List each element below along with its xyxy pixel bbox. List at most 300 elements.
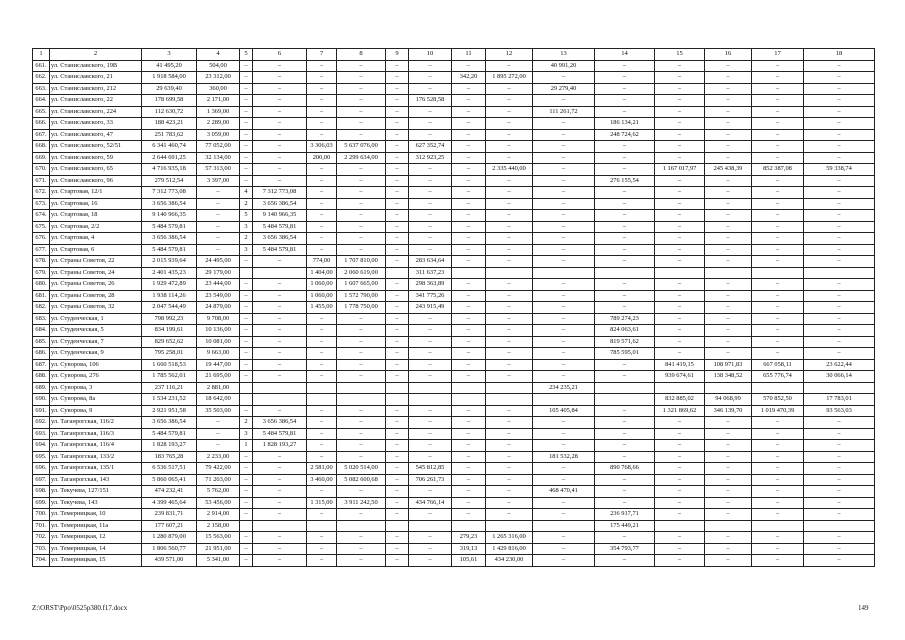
value-cell: 1 060,00 — [307, 290, 337, 302]
value-cell: – — [452, 440, 486, 452]
value-cell: – — [386, 95, 409, 107]
value-cell: – — [705, 210, 752, 222]
value-cell: 6 536 517,51 — [142, 463, 197, 475]
value-cell — [595, 267, 655, 279]
value-cell: – — [253, 72, 307, 84]
value-cell: 5 082 600,68 — [337, 474, 386, 486]
value-cell — [595, 382, 655, 394]
value-cell: 3 656 386,54 — [253, 417, 307, 429]
value-cell: – — [337, 221, 386, 233]
value-cell: – — [240, 72, 253, 84]
row-number-cell: 692. — [33, 417, 50, 429]
address-cell: ул. Стартовая, 2/2 — [50, 221, 142, 233]
value-cell: – — [486, 83, 533, 95]
value-cell: – — [705, 72, 752, 84]
value-cell: – — [337, 509, 386, 521]
value-cell: 354 793,77 — [595, 543, 655, 555]
value-cell: 1 938 114,26 — [142, 290, 197, 302]
value-cell: – — [595, 152, 655, 164]
value-cell — [486, 267, 533, 279]
value-cell: 1 321 869,62 — [655, 405, 705, 417]
value-cell: 890 768,66 — [595, 463, 655, 475]
value-cell: – — [752, 95, 804, 107]
value-cell: – — [197, 187, 240, 199]
address-cell: ул. Станиславского, 33 — [50, 118, 142, 130]
value-cell: – — [804, 256, 875, 268]
value-cell: – — [253, 313, 307, 325]
value-cell: – — [337, 428, 386, 440]
value-cell: – — [253, 302, 307, 314]
value-cell: – — [409, 555, 452, 567]
value-cell — [595, 394, 655, 406]
column-header: 6 — [253, 49, 307, 61]
value-cell: – — [486, 129, 533, 141]
address-cell: ул. Суворова, 3 — [50, 382, 142, 394]
value-cell: – — [486, 440, 533, 452]
value-cell: – — [533, 221, 595, 233]
value-cell: – — [655, 428, 705, 440]
value-cell: – — [337, 60, 386, 72]
value-cell: 852 387,08 — [752, 164, 804, 176]
value-cell: – — [705, 106, 752, 118]
table-row — [33, 267, 875, 279]
value-cell: – — [307, 371, 337, 383]
value-cell: – — [307, 118, 337, 130]
value-cell: – — [386, 210, 409, 222]
table-row — [33, 83, 875, 95]
value-cell: – — [804, 497, 875, 509]
value-cell: 5 860 065,41 — [142, 474, 197, 486]
value-cell: – — [655, 532, 705, 544]
value-cell: – — [752, 187, 804, 199]
value-cell: 1 404,00 — [307, 267, 337, 279]
table-row — [33, 394, 875, 406]
value-cell: – — [240, 279, 253, 291]
value-cell: – — [595, 451, 655, 463]
value-cell: – — [337, 371, 386, 383]
value-cell: – — [705, 187, 752, 199]
value-cell: – — [452, 509, 486, 521]
value-cell: – — [307, 486, 337, 498]
value-cell — [253, 520, 307, 532]
value-cell: – — [655, 463, 705, 475]
row-number-cell: 662. — [33, 72, 50, 84]
value-cell: – — [705, 451, 752, 463]
value-cell: – — [595, 72, 655, 84]
value-cell: – — [386, 325, 409, 337]
value-cell: 2 914,00 — [197, 509, 240, 521]
value-cell: – — [386, 532, 409, 544]
value-cell: – — [752, 290, 804, 302]
value-cell: – — [804, 463, 875, 475]
value-cell: 112 630,72 — [142, 106, 197, 118]
value-cell: – — [655, 256, 705, 268]
value-cell: – — [386, 256, 409, 268]
value-cell: 789 274,23 — [595, 313, 655, 325]
value-cell: – — [533, 129, 595, 141]
value-cell: 239 831,71 — [142, 509, 197, 521]
value-cell — [486, 520, 533, 532]
value-cell: – — [804, 60, 875, 72]
value-cell: – — [705, 175, 752, 187]
value-cell: – — [386, 451, 409, 463]
value-cell: 1 929 472,89 — [142, 279, 197, 291]
value-cell: 94 068,99 — [705, 394, 752, 406]
value-cell: – — [409, 371, 452, 383]
row-number-cell: 682. — [33, 302, 50, 314]
row-number-cell: 697. — [33, 474, 50, 486]
value-cell: – — [307, 187, 337, 199]
value-cell: 1 828 193,27 — [253, 440, 307, 452]
row-number-cell: 678. — [33, 256, 50, 268]
address-cell: ул. Станиславского, 22 — [50, 95, 142, 107]
value-cell: 2 581,00 — [307, 463, 337, 475]
value-cell: – — [486, 348, 533, 360]
value-cell: – — [452, 129, 486, 141]
value-cell: 15 563,00 — [197, 532, 240, 544]
value-cell: – — [452, 95, 486, 107]
value-cell: – — [409, 198, 452, 210]
value-cell: 298 363,89 — [409, 279, 452, 291]
value-cell: – — [253, 256, 307, 268]
value-cell: – — [409, 451, 452, 463]
address-cell: ул. Станиславского, 52/51 — [50, 141, 142, 153]
table-row — [33, 336, 875, 348]
value-cell: – — [307, 210, 337, 222]
value-cell: – — [240, 129, 253, 141]
value-cell: – — [386, 60, 409, 72]
table-row — [33, 325, 875, 337]
value-cell: – — [595, 164, 655, 176]
value-cell: 29 639,40 — [142, 83, 197, 95]
value-cell: – — [452, 164, 486, 176]
value-cell: – — [240, 141, 253, 153]
value-cell: – — [752, 336, 804, 348]
value-cell: 234 235,21 — [533, 382, 595, 394]
column-header: 2 — [50, 49, 142, 61]
value-cell: 236 917,71 — [595, 509, 655, 521]
value-cell: – — [533, 141, 595, 153]
value-cell: – — [804, 532, 875, 544]
column-header: 3 — [142, 49, 197, 61]
address-cell: ул. Студенческая, 5 — [50, 325, 142, 337]
row-number-cell: 681. — [33, 290, 50, 302]
value-cell: – — [253, 141, 307, 153]
value-cell: – — [386, 348, 409, 360]
value-cell: – — [253, 463, 307, 475]
value-cell — [409, 382, 452, 394]
value-cell: – — [307, 60, 337, 72]
value-cell: – — [409, 486, 452, 498]
address-cell: ул. Станиславского, 96 — [50, 175, 142, 187]
value-cell: – — [804, 187, 875, 199]
value-cell: 1 019 470,39 — [752, 405, 804, 417]
address-cell: ул. Стартовая, 6 — [50, 244, 142, 256]
value-cell: 341 775,26 — [409, 290, 452, 302]
value-cell: 21 951,00 — [197, 543, 240, 555]
address-cell: ул. Страны Советов, 24 — [50, 267, 142, 279]
value-cell: 19 447,00 — [197, 359, 240, 371]
value-cell: – — [533, 497, 595, 509]
value-cell: – — [804, 555, 875, 567]
value-cell — [486, 394, 533, 406]
value-cell: 346 139,70 — [705, 405, 752, 417]
value-cell: – — [452, 325, 486, 337]
value-cell: 53 456,00 — [197, 497, 240, 509]
table-row — [33, 509, 875, 521]
value-cell: – — [253, 152, 307, 164]
value-cell: – — [533, 244, 595, 256]
value-cell: – — [486, 279, 533, 291]
column-header: 10 — [409, 49, 452, 61]
value-cell: – — [253, 509, 307, 521]
value-cell: – — [486, 302, 533, 314]
value-cell: – — [804, 440, 875, 452]
column-header: 13 — [533, 49, 595, 61]
value-cell: – — [386, 221, 409, 233]
value-cell: – — [804, 221, 875, 233]
value-cell: – — [595, 290, 655, 302]
value-cell: 3 397,00 — [197, 175, 240, 187]
value-cell: – — [452, 106, 486, 118]
value-cell: – — [655, 244, 705, 256]
address-cell: ул. Таганрогская, 116/3 — [50, 428, 142, 440]
value-cell: 3 656 386,54 — [253, 198, 307, 210]
value-cell: – — [705, 118, 752, 130]
value-cell: – — [240, 543, 253, 555]
value-cell: – — [486, 371, 533, 383]
value-cell: – — [253, 83, 307, 95]
value-cell: – — [705, 233, 752, 245]
value-cell: – — [386, 497, 409, 509]
row-number-cell: 664. — [33, 95, 50, 107]
value-cell: – — [240, 371, 253, 383]
value-cell: 834 199,61 — [142, 325, 197, 337]
table-row — [33, 152, 875, 164]
value-cell: – — [486, 106, 533, 118]
value-cell: 1 607 665,00 — [337, 279, 386, 291]
value-cell: 178 699,58 — [142, 95, 197, 107]
value-cell: – — [386, 129, 409, 141]
value-cell: 9 708,00 — [197, 313, 240, 325]
value-cell: – — [307, 175, 337, 187]
table-row — [33, 440, 875, 452]
value-cell — [533, 267, 595, 279]
value-cell: – — [752, 325, 804, 337]
value-cell: – — [752, 474, 804, 486]
value-cell: 1 315,00 — [307, 497, 337, 509]
row-number-cell: 704. — [33, 555, 50, 567]
column-header: 12 — [486, 49, 533, 61]
value-cell: – — [655, 290, 705, 302]
value-cell: 5 341,00 — [197, 555, 240, 567]
value-cell: 248 724,62 — [595, 129, 655, 141]
value-cell: – — [595, 532, 655, 544]
value-cell: – — [307, 106, 337, 118]
value-cell: – — [655, 83, 705, 95]
value-cell: – — [533, 290, 595, 302]
value-cell: – — [655, 313, 705, 325]
value-cell: – — [307, 221, 337, 233]
value-cell: – — [752, 486, 804, 498]
table-row — [33, 106, 875, 118]
value-cell: – — [533, 543, 595, 555]
value-cell: 243 915,49 — [409, 302, 452, 314]
value-cell: – — [752, 463, 804, 475]
value-cell: – — [533, 210, 595, 222]
value-cell: – — [386, 290, 409, 302]
value-cell: – — [386, 279, 409, 291]
data-table — [32, 48, 875, 567]
value-cell: 2 — [240, 417, 253, 429]
value-cell: – — [409, 164, 452, 176]
value-cell: 23 622,44 — [804, 359, 875, 371]
value-cell — [655, 382, 705, 394]
value-cell: 279,23 — [452, 532, 486, 544]
row-number-cell: 669. — [33, 152, 50, 164]
value-cell: – — [386, 72, 409, 84]
footer-file-path: Z:\ORST\Ppo\0525p380.f17.docx — [32, 604, 128, 612]
value-cell: – — [752, 256, 804, 268]
value-cell: – — [705, 543, 752, 555]
value-cell: 23 312,00 — [197, 72, 240, 84]
value-cell: – — [253, 474, 307, 486]
value-cell: – — [486, 509, 533, 521]
value-cell: 1 572 790,00 — [337, 290, 386, 302]
value-cell: – — [655, 348, 705, 360]
value-cell: – — [240, 95, 253, 107]
value-cell: – — [655, 440, 705, 452]
value-cell — [655, 520, 705, 532]
value-cell: 2 015 939,64 — [142, 256, 197, 268]
value-cell: – — [409, 118, 452, 130]
value-cell: – — [705, 141, 752, 153]
value-cell: – — [386, 313, 409, 325]
value-cell: – — [595, 474, 655, 486]
value-cell: – — [752, 440, 804, 452]
value-cell: – — [337, 72, 386, 84]
value-cell: – — [533, 371, 595, 383]
value-cell: – — [705, 95, 752, 107]
value-cell: 6 341 460,74 — [142, 141, 197, 153]
value-cell: – — [253, 60, 307, 72]
value-cell: – — [452, 175, 486, 187]
value-cell: – — [240, 175, 253, 187]
value-cell: – — [337, 325, 386, 337]
value-cell: 1 660 518,53 — [142, 359, 197, 371]
table-row — [33, 543, 875, 555]
value-cell: – — [705, 244, 752, 256]
table-row — [33, 348, 875, 360]
value-cell: 3 059,00 — [197, 129, 240, 141]
value-cell: 276 155,54 — [595, 175, 655, 187]
value-cell: 24 495,00 — [197, 256, 240, 268]
value-cell: – — [595, 497, 655, 509]
value-cell: – — [752, 221, 804, 233]
address-cell: ул. Страны Советов, 26 — [50, 279, 142, 291]
value-cell: – — [705, 428, 752, 440]
value-cell: – — [804, 152, 875, 164]
value-cell: 5 484 579,81 — [253, 221, 307, 233]
value-cell: 1 895 272,00 — [486, 72, 533, 84]
value-cell: – — [804, 106, 875, 118]
value-cell: – — [595, 210, 655, 222]
value-cell: – — [197, 440, 240, 452]
value-cell — [240, 394, 253, 406]
value-cell: 79 422,00 — [197, 463, 240, 475]
value-cell: – — [804, 95, 875, 107]
value-cell: 186 134,21 — [595, 118, 655, 130]
value-cell: 819 571,62 — [595, 336, 655, 348]
value-cell: 21 695,00 — [197, 371, 240, 383]
value-cell: – — [804, 325, 875, 337]
value-cell — [452, 520, 486, 532]
value-cell: – — [486, 233, 533, 245]
value-cell: 667 058,11 — [752, 359, 804, 371]
row-number-cell: 691. — [33, 405, 50, 417]
value-cell: – — [337, 417, 386, 429]
value-cell: – — [533, 428, 595, 440]
value-cell: – — [452, 428, 486, 440]
value-cell: – — [752, 72, 804, 84]
value-cell — [752, 520, 804, 532]
value-cell: – — [595, 141, 655, 153]
value-cell: – — [452, 302, 486, 314]
value-cell: 2 171,00 — [197, 95, 240, 107]
table-row — [33, 371, 875, 383]
value-cell: – — [337, 175, 386, 187]
value-cell: – — [595, 60, 655, 72]
table-row — [33, 302, 875, 314]
row-number-cell: 663. — [33, 83, 50, 95]
value-cell: – — [804, 543, 875, 555]
table-row — [33, 417, 875, 429]
value-cell: 9 140 966,35 — [253, 210, 307, 222]
value-cell: – — [595, 486, 655, 498]
column-header: 16 — [705, 49, 752, 61]
address-cell: ул. Суворова, 106 — [50, 359, 142, 371]
address-cell: ул. Страны Советов, 28 — [50, 290, 142, 302]
value-cell: – — [533, 348, 595, 360]
value-cell: – — [337, 405, 386, 417]
row-number-cell: 674. — [33, 210, 50, 222]
value-cell: – — [386, 164, 409, 176]
value-cell: 3 656 386,54 — [253, 233, 307, 245]
value-cell: 434 766,14 — [409, 497, 452, 509]
value-cell: 3 656 386,54 — [142, 198, 197, 210]
value-cell: – — [307, 555, 337, 567]
value-cell: – — [486, 60, 533, 72]
value-cell: – — [253, 290, 307, 302]
page-number: 149 — [858, 604, 869, 612]
value-cell: – — [804, 210, 875, 222]
value-cell: 5 484 579,81 — [142, 221, 197, 233]
value-cell — [533, 520, 595, 532]
value-cell: – — [409, 440, 452, 452]
row-number-cell: 675. — [33, 221, 50, 233]
value-cell: – — [307, 405, 337, 417]
value-cell: 2 289,00 — [197, 118, 240, 130]
value-cell: 59 338,74 — [804, 164, 875, 176]
value-cell: – — [307, 83, 337, 95]
value-cell: 5 637 076,00 — [337, 141, 386, 153]
value-cell: 2 644 691,25 — [142, 152, 197, 164]
value-cell: – — [452, 451, 486, 463]
value-cell: 23 549,00 — [197, 290, 240, 302]
column-header: 14 — [595, 49, 655, 61]
table-row — [33, 313, 875, 325]
value-cell: – — [595, 371, 655, 383]
